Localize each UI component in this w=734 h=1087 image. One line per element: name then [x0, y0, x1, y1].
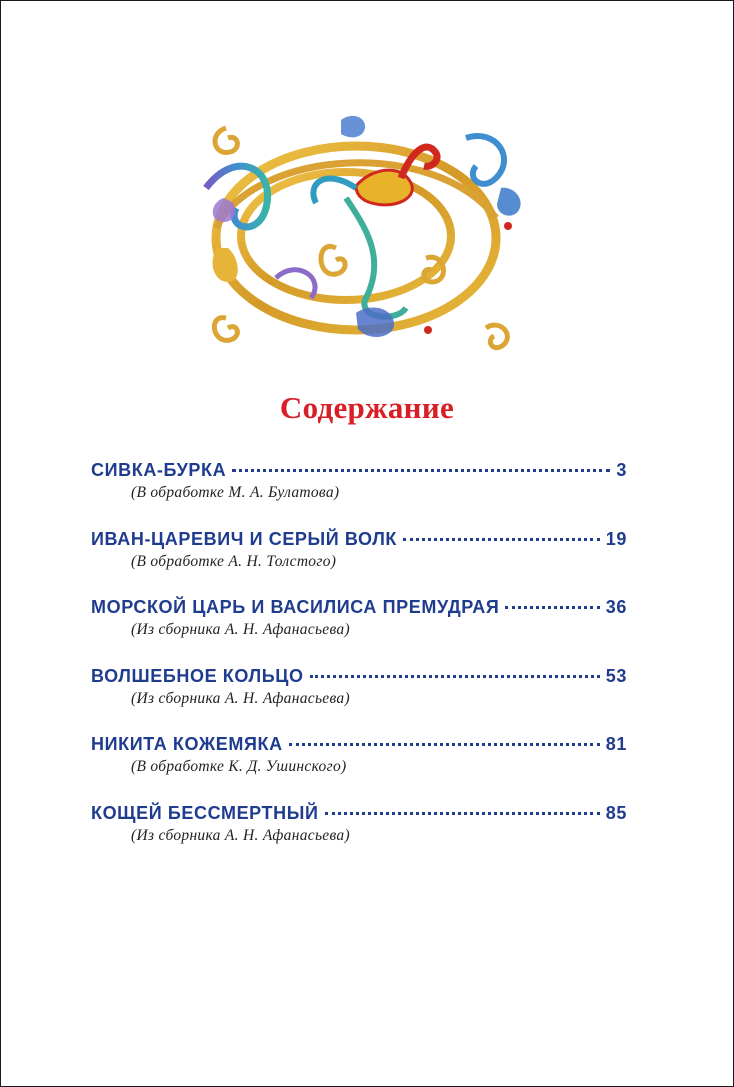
dot-leader — [403, 537, 600, 541]
gold-loop-inner — [241, 172, 451, 300]
dot-leader — [289, 742, 600, 746]
toc-entry-title[interactable]: МОРСКОЙ ЦАРЬ И ВАСИЛИСА ПРЕМУДРАЯ — [91, 597, 500, 617]
gold-curl-bottom-left — [214, 318, 237, 341]
red-accent-dot — [504, 222, 512, 230]
page-title: Содержание — [279, 390, 455, 425]
gold-curl-center — [321, 246, 345, 274]
dot-leader — [310, 674, 600, 678]
toc-entry-source: (В обработке М. А. Булатова) — [131, 484, 340, 501]
red-accent-dot — [424, 326, 432, 334]
toc-entry-title[interactable]: НИКИТА КОЖЕМЯКА — [91, 734, 283, 754]
toc-entry[interactable] — [91, 803, 627, 872]
table-of-contents — [91, 460, 627, 871]
toc-page-number[interactable]: 53 — [605, 665, 627, 686]
gold-curl-right — [486, 325, 507, 348]
blue-flower-top — [341, 116, 365, 138]
toc-page-number[interactable]: 81 — [605, 734, 627, 754]
toc-entry-source: (Из сборника А. Н. Афанасьева) — [131, 826, 350, 844]
toc-entry-title[interactable]: ИВАН-ЦАРЕВИЧ И СЕРЫЙ ВОЛК — [91, 528, 398, 549]
ornament-illustration — [196, 108, 536, 358]
toc-entry-title[interactable]: ВОЛШЕБНОЕ КОЛЬЦО — [91, 665, 304, 686]
toc-entry-source: (В обработке К. Д. Ушинского) — [131, 758, 347, 775]
toc-page-number[interactable]: 19 — [605, 528, 627, 549]
toc-entry[interactable] — [91, 734, 627, 803]
toc-entry[interactable] — [91, 666, 627, 735]
dot-leader — [232, 468, 610, 472]
gold-bud-left — [213, 248, 238, 282]
toc-entry-title[interactable]: СИВКА-БУРКА — [91, 460, 227, 480]
toc-entry[interactable] — [91, 529, 627, 598]
toc-entry-title[interactable]: КОЩЕЙ БЕССМЕРТНЫЙ — [91, 802, 319, 823]
dot-leader — [325, 811, 600, 815]
toc-entry-source: (Из сборника А. Н. Афанасьева) — [131, 621, 350, 638]
blue-swirl-right — [466, 136, 504, 184]
blue-flower-right — [497, 188, 521, 216]
toc-entry[interactable] — [91, 597, 627, 666]
toc-entry-source: (В обработке А. Н. Толстого) — [131, 552, 337, 570]
toc-page-number[interactable]: 36 — [605, 597, 627, 617]
toc-entry[interactable] — [91, 460, 627, 529]
toc-page-number[interactable]: 85 — [605, 802, 627, 823]
gold-curl-left — [215, 128, 237, 152]
toc-entry-source: (Из сборника А. Н. Афанасьева) — [131, 689, 350, 707]
toc-page-number[interactable]: 3 — [616, 460, 627, 480]
dot-leader — [505, 605, 599, 609]
